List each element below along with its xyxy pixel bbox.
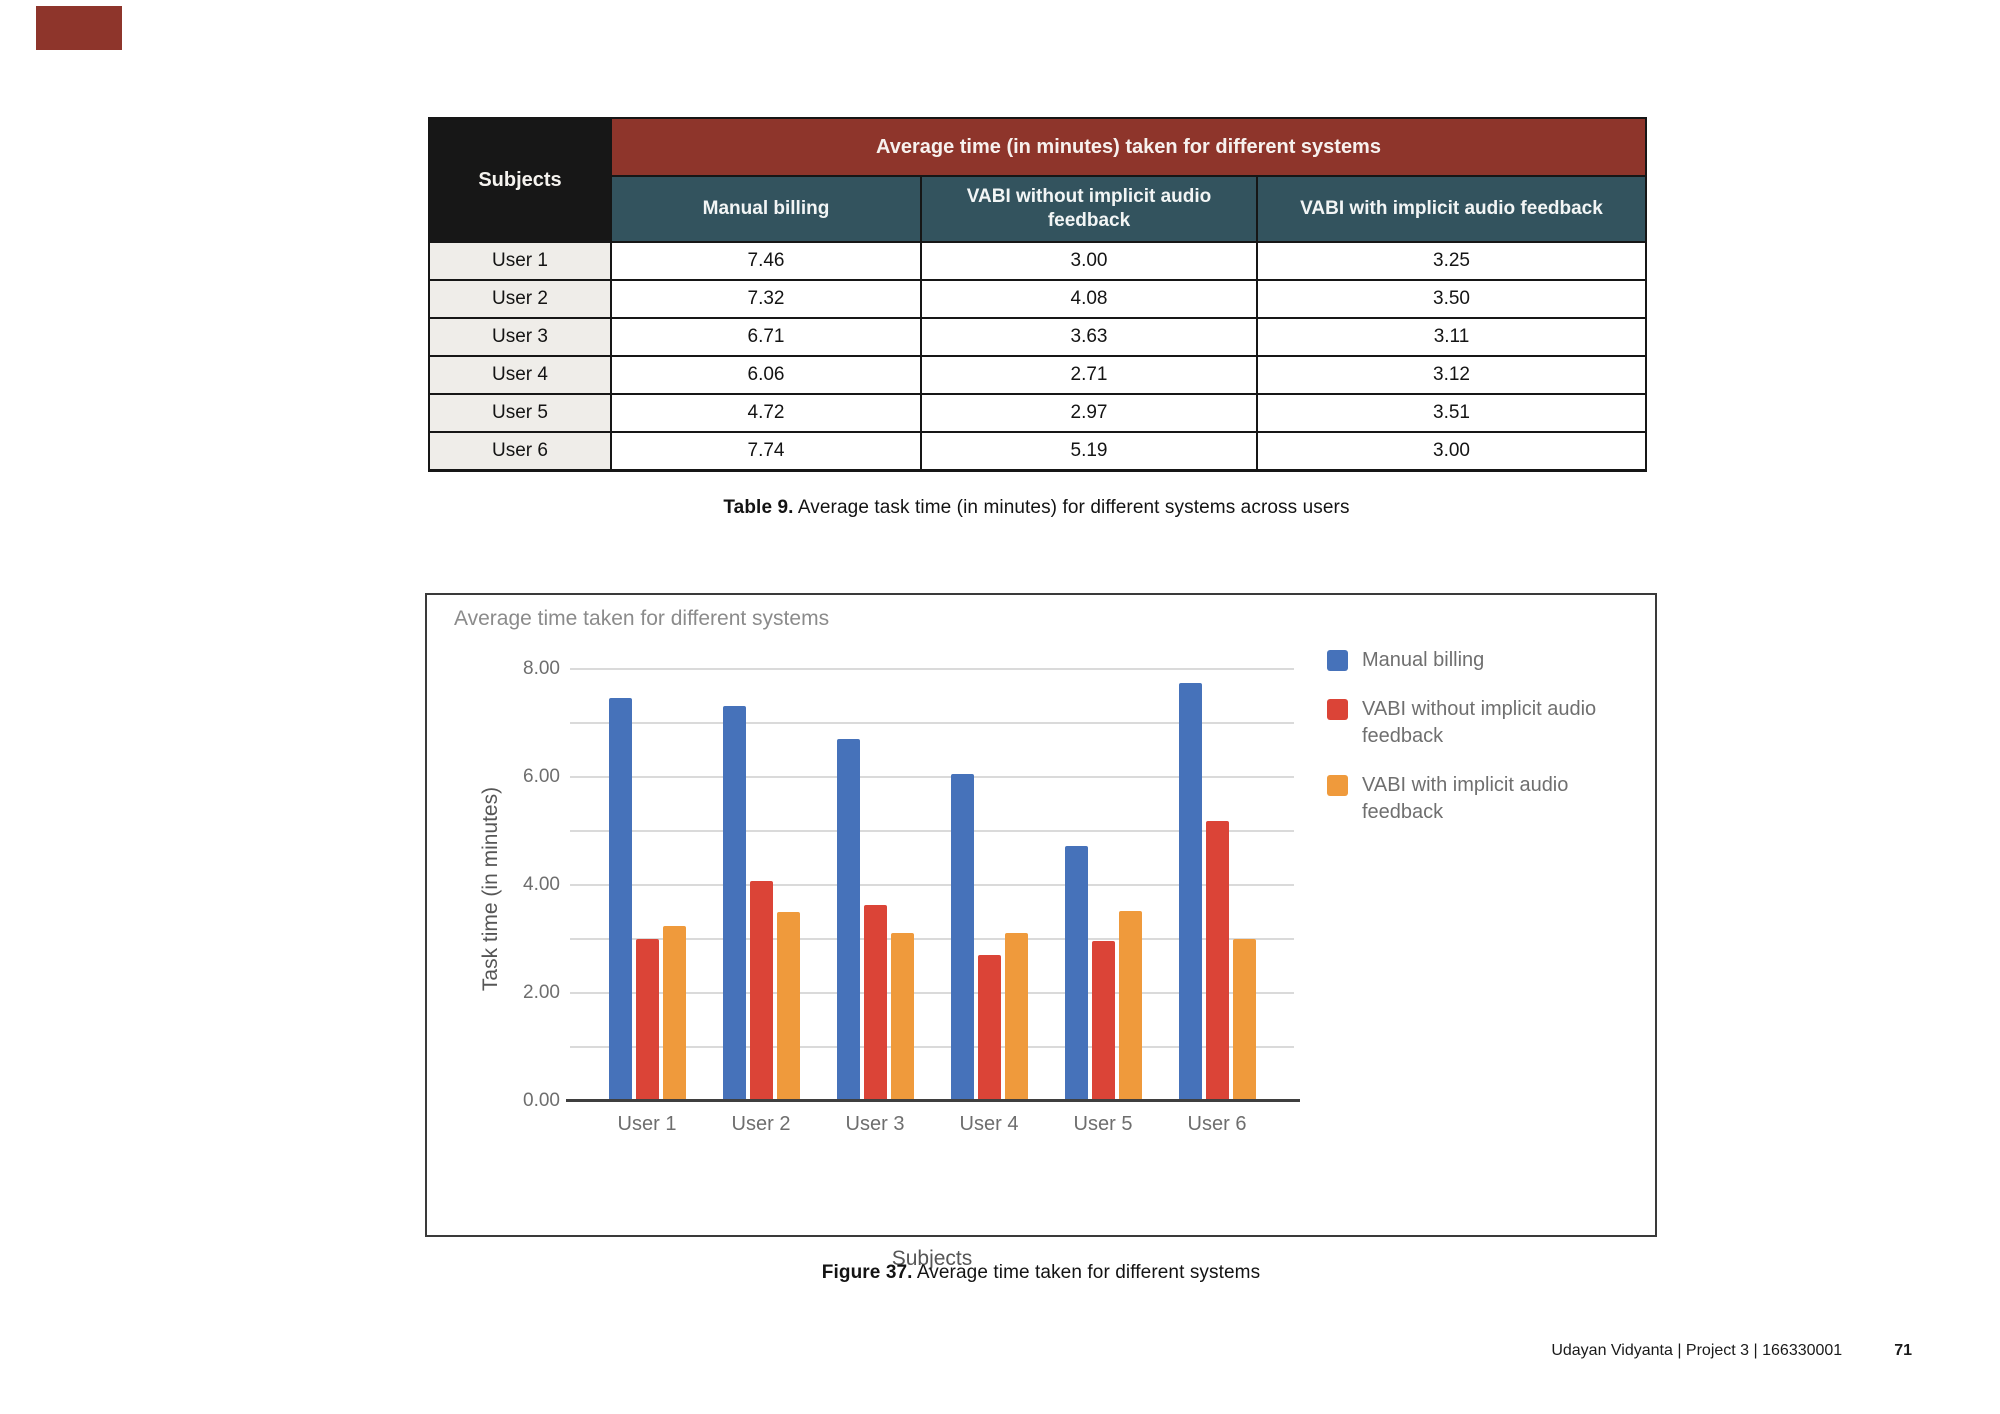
table-cell: 2.71 [921,356,1257,394]
table-caption [428,497,1645,519]
table-cell: 3.50 [1257,280,1646,318]
legend-label: VABI with implicit audio feedback [1362,774,1569,823]
table-group-header-row [429,118,1646,176]
group-title-cell: Average time (in minutes) taken for different systems [611,118,1646,176]
row-label: User 1 [429,242,611,280]
table-caption-text: Average task time (in minutes) for different systems across users [793,497,1350,518]
x-axis-title: Subjects [891,1247,973,1270]
table-row [429,280,1646,318]
bar [777,912,800,1101]
y-tick-label: 8.00 [523,658,560,679]
category-label: User 4 [959,1113,1019,1135]
bar [978,955,1001,1101]
legend-label: Manual billing [1362,649,1485,671]
bar [636,939,659,1101]
chart-legend [1327,647,1647,848]
bar [1233,939,1256,1101]
table-cell: 5.19 [921,432,1257,470]
row-label: User 5 [429,394,611,432]
bar-group-user-3 [818,669,932,1135]
table-cell: 4.72 [611,394,921,432]
page-number: 71 [1894,1342,1912,1359]
category-label: User 5 [1073,1113,1133,1135]
row-label: User 3 [429,318,611,356]
bar [1206,821,1229,1101]
y-tick-label: 4.00 [523,874,560,895]
table-cell: 3.25 [1257,242,1646,280]
bar [750,881,773,1101]
page-footer [1551,1342,1912,1360]
table-row [429,432,1646,470]
category-label: User 3 [845,1113,905,1135]
legend-swatch [1327,650,1348,671]
bar [837,739,860,1101]
table-cell: 3.11 [1257,318,1646,356]
table-cell: 7.74 [611,432,921,470]
bar [663,926,686,1102]
table-cell: 3.00 [921,242,1257,280]
column-header-0: Manual billing [611,176,921,242]
bar [1119,911,1142,1101]
category-label: User 6 [1187,1113,1247,1135]
legend-swatch [1327,699,1348,720]
table-cell: 3.63 [921,318,1257,356]
legend-item [1327,647,1647,674]
y-tick-label: 6.00 [523,766,560,787]
category-label: User 1 [617,1113,677,1135]
y-axis-title: Task time (in minutes) [479,786,502,992]
table-cell: 3.00 [1257,432,1646,470]
y-tick-label: 2.00 [523,982,560,1003]
bar [891,933,914,1101]
bar [1065,846,1088,1101]
bar-group-user-5 [1046,669,1160,1135]
bar [864,905,887,1101]
row-label: User 2 [429,280,611,318]
average-time-table [428,117,1647,472]
table-cell: 6.71 [611,318,921,356]
table-row [429,318,1646,356]
table-row [429,356,1646,394]
row-label: User 4 [429,356,611,394]
bar [951,774,974,1101]
results-table [428,117,1645,472]
chart-plot-area [523,658,1294,1135]
y-tick-label: 0.00 [523,1090,560,1111]
legend-label: VABI without implicit audio feedback [1362,698,1597,747]
footer-text: Udayan Vidyanta | Project 3 | 166330001 [1551,1342,1843,1359]
table-row [429,242,1646,280]
table-body [429,242,1646,470]
table-subheader-row [429,176,1646,242]
table-cell: 6.06 [611,356,921,394]
table-cell: 4.08 [921,280,1257,318]
legend-swatch [1327,775,1348,796]
bar [1005,933,1028,1101]
chart-figure [425,593,1657,1270]
bar [723,706,746,1101]
column-header-2: VABI with implicit audio feedback [1257,176,1646,242]
chapter-corner-marker [36,6,122,50]
bar-group-user-1 [590,669,704,1135]
column-header-1: VABI without implicit audio feedback [921,176,1257,242]
figure-caption-label: Figure 37. [821,1262,913,1283]
bar-group-user-2 [704,669,818,1135]
bar-group-user-4 [932,669,1046,1135]
table-cell: 3.51 [1257,394,1646,432]
bar [1092,941,1115,1101]
figure-caption [425,1262,1657,1284]
table-row [429,394,1646,432]
bar [609,698,632,1101]
legend-item [1327,772,1647,826]
x-axis-line [566,1099,1300,1102]
table-cell: 7.32 [611,280,921,318]
row-label: User 6 [429,432,611,470]
legend-item [1327,696,1647,750]
category-label: User 2 [731,1113,791,1135]
table-caption-label: Table 9. [723,497,794,518]
bar [1179,683,1202,1101]
bar-group-user-6 [1160,669,1274,1135]
bar-groups-container [590,669,1274,1135]
chart-title: Average time taken for different systems [454,607,830,630]
table-cell: 3.12 [1257,356,1646,394]
subjects-header-cell: Subjects [429,118,611,242]
table-cell: 7.46 [611,242,921,280]
figure-caption-text: Average time taken for different systems [912,1262,1261,1283]
table-cell: 2.97 [921,394,1257,432]
